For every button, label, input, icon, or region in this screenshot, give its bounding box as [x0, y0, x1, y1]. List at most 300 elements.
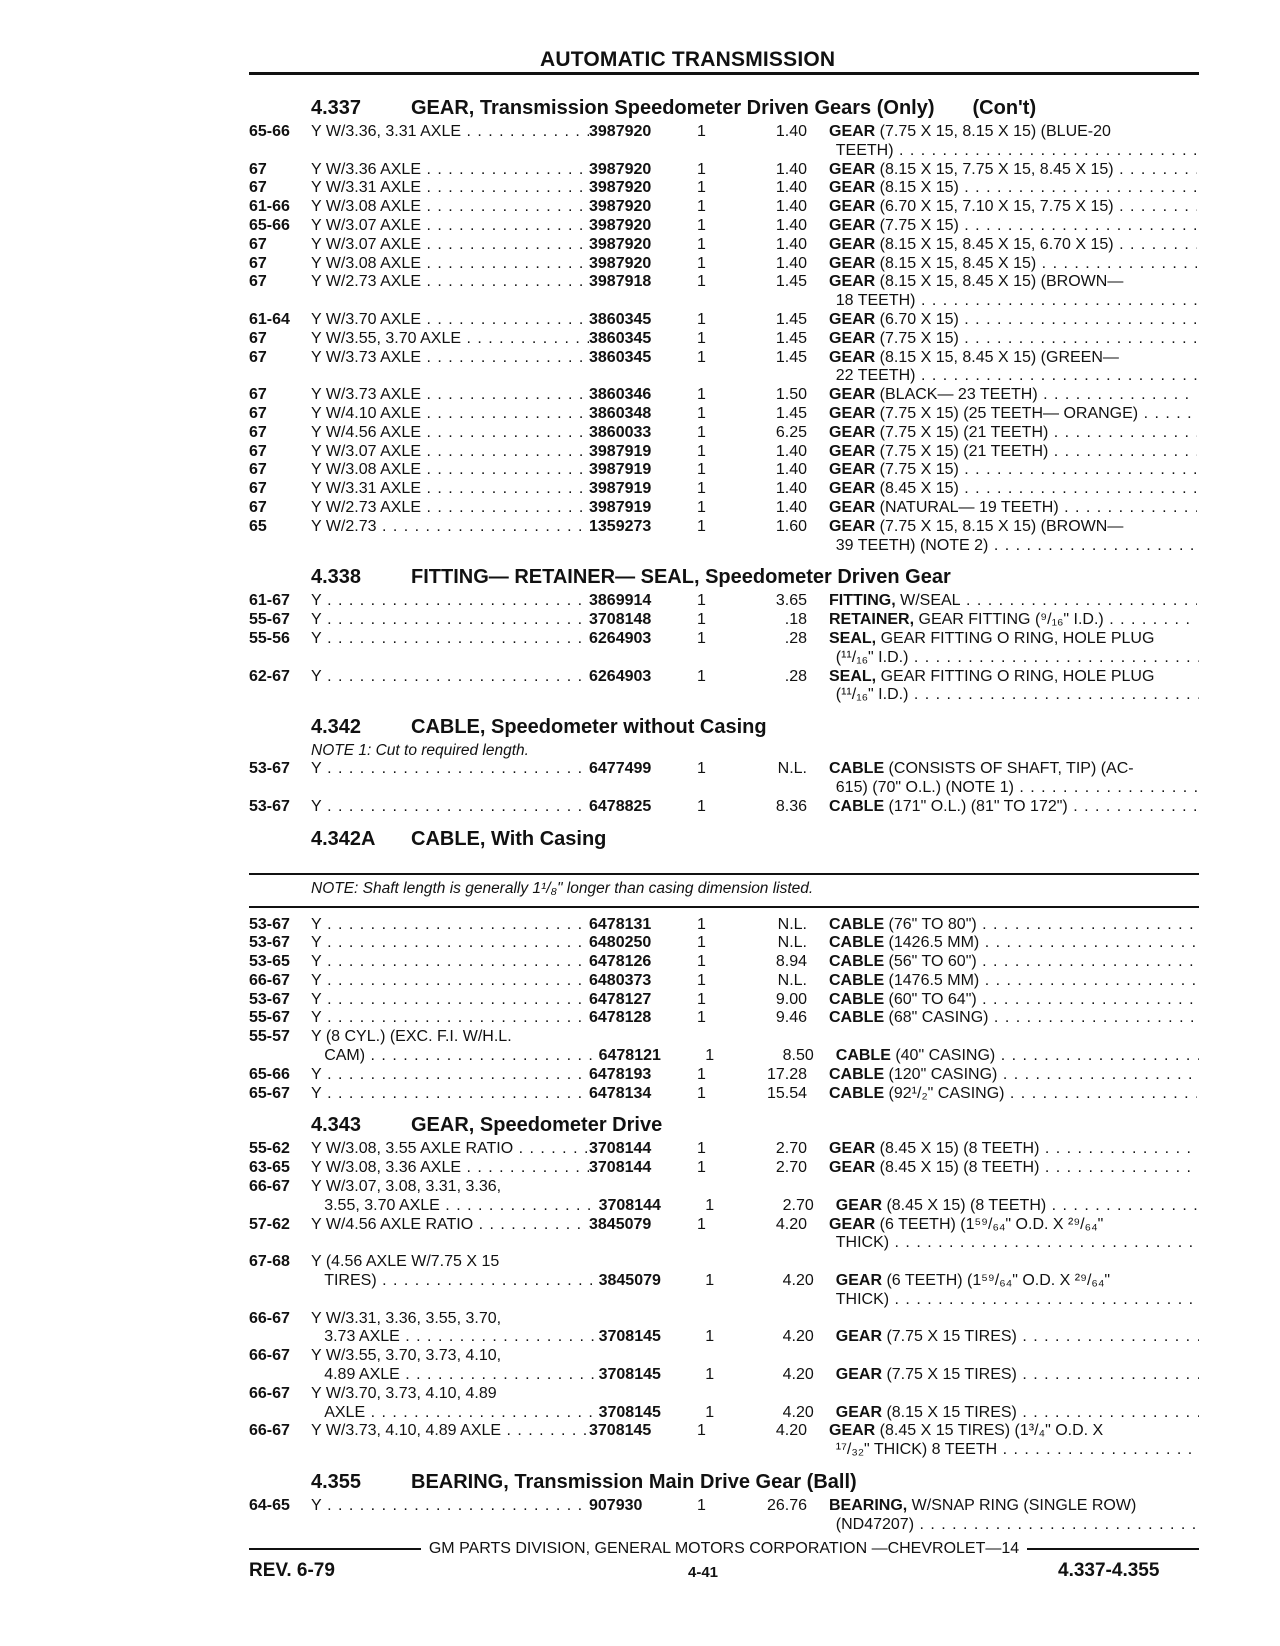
year-spacer — [249, 1366, 310, 1385]
description — [829, 255, 1197, 274]
price: 4.20 — [782, 1272, 814, 1290]
quantity: 1 — [697, 235, 706, 253]
footer-rule-left — [249, 1548, 421, 1550]
description-keyword: GEAR — [829, 1159, 876, 1177]
description — [829, 330, 1197, 349]
spacer — [731, 1441, 800, 1460]
description-continued: TEETH) . . . — [822, 142, 1199, 161]
description-text: (8.45 X 15) (8 TEETH) — [875, 1159, 1040, 1177]
quantity: 1 — [705, 1366, 715, 1384]
year-range: 53-67 — [249, 990, 290, 1008]
description-keyword: GEAR — [829, 517, 876, 535]
application: Y W/4.56 AXLE RATIO . . . — [311, 1216, 589, 1235]
description-text: (6.70 X 15, 7.10 X 15, 7.75 X 15) — [875, 198, 1114, 216]
application: Y . . . — [311, 611, 589, 630]
description-keyword: GEAR — [829, 442, 876, 460]
price: .28 — [784, 667, 807, 685]
description-keyword: GEAR — [829, 348, 876, 366]
price: 1.45 — [775, 348, 807, 366]
application: Y . . . — [311, 934, 589, 953]
application-continued: 4.89 AXLE . . . — [310, 1366, 598, 1385]
part-number: 3845079 — [589, 1215, 652, 1233]
description-text: GEAR FITTING O RING, HOLE PLUG — [876, 667, 1155, 685]
price: 1.45 — [775, 273, 807, 291]
description — [836, 1047, 1199, 1066]
section-note: NOTE: Shaft length is generally 1¹/₈" longer than casing dimension listed. — [311, 879, 814, 897]
quantity: 1 — [697, 179, 706, 197]
table-row-prefix — [249, 1028, 1199, 1047]
spacer — [731, 779, 800, 798]
section-title: GEAR, Transmission Speedometer Driven Gears (Only) — [411, 97, 935, 119]
spacer — [310, 779, 584, 798]
description-keyword: GEAR — [829, 273, 876, 291]
description-text: (8.15 X 15, 8.45 X 15) (BROWN— — [875, 273, 1124, 291]
quantity: 1 — [697, 1140, 706, 1158]
description — [829, 1140, 1197, 1159]
year-range: 55-67 — [249, 1009, 290, 1027]
application-continued: AXLE . . . — [310, 1404, 598, 1423]
description-keyword: CABLE — [835, 1047, 891, 1065]
application: Y (4.56 AXLE W/7.75 X 15 — [311, 1253, 500, 1271]
price: 2.70 — [782, 1196, 814, 1214]
price: 1.40 — [775, 254, 807, 272]
table-row-continuation — [249, 1234, 1199, 1253]
application: Y W/3.31 AXLE . . . — [311, 480, 589, 499]
section-gap — [249, 1535, 1199, 1539]
description — [829, 461, 1197, 480]
quantity: 1 — [697, 216, 706, 234]
application-continued: TIRES) . . . — [310, 1272, 598, 1291]
table-row — [249, 349, 1199, 368]
price: 2.70 — [775, 1159, 807, 1177]
description-text: (6.70 X 15) — [875, 310, 959, 328]
price: 1.40 — [775, 461, 807, 479]
table-row — [249, 255, 1199, 274]
quantity: 1 — [697, 480, 706, 498]
section-title: FITTING— RETAINER— SEAL, Speedometer Driven Gear — [411, 566, 951, 589]
application: Y W/4.56 AXLE . . . — [311, 424, 589, 443]
table-row-prefix — [249, 1253, 1199, 1272]
table-row — [249, 311, 1199, 330]
spacer — [585, 686, 692, 705]
description-text: (7.75 X 15, 8.15 X 15) (BROWN— — [875, 517, 1124, 535]
part-number: 3708145 — [589, 1422, 652, 1440]
section-heading — [311, 1114, 1199, 1137]
spacer — [585, 1516, 692, 1535]
description-continued: THICK) . . . — [822, 1234, 1199, 1253]
quantity: 1 — [697, 1497, 706, 1515]
part-number: 6264903 — [589, 629, 652, 647]
section-gap — [249, 1103, 1199, 1107]
description — [829, 161, 1197, 180]
quantity: 1 — [697, 953, 706, 971]
section-heading — [311, 97, 1199, 120]
description — [829, 518, 1197, 537]
description-text: (7.75 X 15) (21 TEETH) — [875, 442, 1049, 460]
application: Y W/3.07 AXLE . . . — [311, 236, 589, 255]
description — [829, 405, 1197, 424]
table-row-continuation — [249, 686, 1199, 705]
quantity: 1 — [697, 386, 706, 404]
quantity: 1 — [697, 915, 706, 933]
description — [829, 386, 1197, 405]
table-row — [249, 972, 1199, 991]
price: 4.20 — [782, 1403, 814, 1421]
spacer — [310, 1516, 584, 1535]
application-continued: 3.73 AXLE . . . — [310, 1328, 598, 1347]
description-keyword: CABLE — [829, 915, 885, 933]
part-number: 3708145 — [598, 1328, 661, 1346]
application-continued: 3.55, 3.70 AXLE . . . — [310, 1197, 598, 1216]
application: Y . . . — [311, 916, 589, 935]
spacer — [310, 367, 584, 386]
description-text: (7.75 X 15) (25 TEETH— ORANGE) — [875, 404, 1139, 422]
description-continued: 18 TEETH) . . . — [822, 292, 1199, 311]
part-number: 3860345 — [589, 348, 652, 366]
description-keyword: GEAR — [829, 329, 876, 347]
table-row — [249, 1066, 1199, 1085]
section-note-block — [249, 742, 1199, 760]
quantity: 1 — [697, 1215, 706, 1233]
part-number: 6264903 — [589, 667, 652, 685]
part-number: 3987919 — [589, 498, 652, 516]
price: 1.40 — [775, 442, 807, 460]
spacer — [585, 779, 692, 798]
part-number: 3708145 — [598, 1366, 661, 1384]
description-text: (120" CASING) — [884, 1065, 998, 1083]
spacer — [691, 649, 730, 668]
table-row-prefix — [249, 1347, 1199, 1366]
description — [829, 798, 1197, 817]
description-keyword: GEAR — [835, 1328, 882, 1346]
description-keyword: GEAR — [829, 254, 876, 272]
section-title: BEARING, Transmission Main Drive Gear (Ball) — [411, 1471, 857, 1494]
application: Y W/3.07 AXLE . . . — [311, 217, 589, 236]
spacer — [585, 142, 692, 161]
application: Y W/2.73 AXLE . . . — [311, 499, 589, 518]
table-row — [249, 1497, 1199, 1516]
spacer — [310, 1291, 584, 1310]
application: Y W/3.08 AXLE . . . — [311, 198, 589, 217]
price: 1.40 — [775, 198, 807, 216]
table-row — [249, 668, 1199, 687]
application: Y W/2.73 . . . — [311, 518, 589, 537]
table-row — [249, 480, 1199, 499]
spacer — [691, 1516, 730, 1535]
spacer — [249, 537, 310, 556]
spacer — [691, 142, 730, 161]
part-number: 3987919 — [589, 461, 652, 479]
part-number: 3869914 — [589, 592, 652, 610]
year-range: 67 — [249, 423, 267, 441]
description-text: (7.75 X 15, 8.15 X 15) (BLUE-20 — [875, 123, 1111, 140]
description-keyword: GEAR — [829, 216, 876, 234]
description-keyword: CABLE — [829, 953, 885, 971]
description-keyword: GEAR — [835, 1196, 882, 1214]
price: 9.00 — [775, 990, 807, 1008]
quantity: 1 — [697, 310, 706, 328]
application: Y W/3.31 AXLE . . . — [311, 179, 589, 198]
spacer — [310, 1441, 584, 1460]
description-text: (8.15 X 15 TIRES) — [882, 1403, 1017, 1421]
spacer — [310, 686, 584, 705]
spacer — [310, 537, 584, 556]
description-text: (8.45 X 15 TIRES) (1³/₄" O.D. X — [875, 1422, 1104, 1440]
application: Y W/3.08, 3.55 AXLE RATIO . . . — [311, 1140, 589, 1159]
application: Y W/3.70 AXLE . . . — [311, 311, 589, 330]
description — [829, 217, 1197, 236]
description-text: (60" TO 64") — [884, 990, 977, 1008]
section-number: 4.338 — [311, 566, 362, 589]
quantity: 1 — [697, 1084, 706, 1102]
quantity: 1 — [697, 1065, 706, 1083]
part-number: 6478121 — [598, 1047, 661, 1065]
price: 3.65 — [775, 592, 807, 610]
table-row-continuation — [249, 367, 1199, 386]
quantity: 1 — [697, 517, 706, 535]
description — [829, 443, 1197, 462]
year-range: 55-62 — [249, 1140, 290, 1158]
description-text: (6 TEETH) (1⁵⁹/₆₄" O.D. X ²⁹/₆₄" — [882, 1272, 1111, 1290]
table-row — [249, 934, 1199, 953]
price: 17.28 — [766, 1065, 807, 1083]
year-range: 66-67 — [249, 1347, 290, 1365]
description — [829, 630, 1197, 649]
description — [829, 972, 1197, 991]
section-gap — [249, 817, 1199, 821]
footer-publisher: GM PARTS DIVISION, GENERAL MOTORS CORPORATION —CHEVROLET—14 — [428, 1540, 1020, 1557]
quantity: 1 — [697, 198, 706, 216]
year-range: 66-67 — [249, 1178, 290, 1196]
application: Y . . . — [311, 668, 589, 687]
spacer — [585, 1291, 692, 1310]
price: 1.40 — [775, 498, 807, 516]
spacer — [585, 1234, 692, 1253]
spacer — [249, 367, 310, 386]
table-row-prefix — [249, 1385, 1199, 1404]
price: N.L. — [777, 934, 807, 952]
footer-rule-right — [1027, 1548, 1199, 1550]
quantity: 1 — [697, 273, 706, 291]
price: 1.45 — [775, 310, 807, 328]
table-row — [249, 273, 1199, 292]
description-continued: ¹⁷/₃₂" THICK) 8 TEETH . . . — [822, 1441, 1199, 1460]
description-text: (8.15 X 15, 8.45 X 15) — [875, 254, 1037, 272]
year-range: 67 — [249, 160, 267, 178]
table-row — [249, 161, 1199, 180]
description-text: (6 TEETH) (1⁵⁹/₆₄" O.D. X ²⁹/₆₄" — [875, 1215, 1104, 1233]
description-keyword: RETAINER, — [829, 611, 915, 629]
part-number: 3987920 — [589, 123, 652, 140]
description-continued: 22 TEETH) . . . — [822, 367, 1199, 386]
part-number: 6478193 — [589, 1065, 652, 1083]
description-text: (BLACK— 23 TEETH) — [875, 386, 1038, 404]
spacer — [249, 686, 310, 705]
application: Y W/3.73 AXLE . . . — [311, 386, 589, 405]
part-number: 3987918 — [589, 273, 652, 291]
table-row-continuation — [249, 649, 1199, 668]
application: Y . . . — [311, 972, 589, 991]
description-keyword: CABLE — [829, 797, 885, 815]
description — [829, 123, 1197, 142]
price: 1.40 — [775, 480, 807, 498]
parts-list — [249, 90, 1199, 1539]
quantity: 1 — [705, 1272, 715, 1290]
description — [829, 1497, 1197, 1516]
price: 4.20 — [775, 1215, 807, 1233]
year-range: 66-67 — [249, 971, 290, 989]
description — [829, 1422, 1197, 1441]
spacer — [691, 1234, 730, 1253]
table-row — [249, 1140, 1199, 1159]
application: Y W/3.73, 4.10, 4.89 AXLE . . . — [311, 1422, 589, 1441]
section-heading — [311, 716, 1199, 739]
description-text: (8.15 X 15) — [875, 179, 959, 197]
application: Y . . . — [311, 953, 589, 972]
description-keyword: GEAR — [835, 1272, 882, 1290]
year-range: 53-67 — [249, 797, 290, 815]
part-number: 3860345 — [589, 329, 652, 347]
description-keyword: SEAL, — [829, 629, 877, 647]
description-text: (8.15 X 15, 8.45 X 15) (GREEN— — [875, 348, 1119, 366]
footer-publisher-line — [249, 1540, 1199, 1558]
quantity: 1 — [697, 990, 706, 1008]
year-range: 67 — [249, 235, 267, 253]
year-range: 67 — [249, 273, 267, 291]
spacer — [249, 1441, 310, 1460]
part-number: 3708144 — [589, 1159, 652, 1177]
year-range: 67 — [249, 461, 267, 479]
price: 1.40 — [775, 123, 807, 140]
price: .28 — [784, 629, 807, 647]
table-row-continuation — [249, 779, 1199, 798]
application: Y W/3.55, 3.70 AXLE . . . — [311, 330, 589, 349]
year-range: 53-67 — [249, 760, 290, 778]
part-number: 3845079 — [598, 1272, 661, 1290]
table-row — [249, 386, 1199, 405]
table-row — [249, 1272, 1199, 1291]
description — [829, 198, 1197, 217]
table-row — [249, 123, 1199, 142]
table-row-continuation — [249, 537, 1199, 556]
table-row — [249, 330, 1199, 349]
part-number: 3708144 — [598, 1196, 661, 1214]
section-number: 4.343 — [311, 1114, 362, 1137]
spacer — [310, 292, 584, 311]
description-keyword: BEARING, — [829, 1497, 908, 1515]
year-spacer — [249, 1404, 310, 1423]
spacer — [249, 1234, 310, 1253]
description-keyword: GEAR — [829, 1422, 876, 1440]
table-row — [249, 1366, 1199, 1385]
price: 1.50 — [775, 386, 807, 404]
part-number: 3708148 — [589, 611, 652, 629]
price: 4.20 — [782, 1366, 814, 1384]
year-range: 65-66 — [249, 216, 290, 234]
application: Y W/3.73 AXLE . . . — [311, 349, 589, 368]
year-range: 65-66 — [249, 1065, 290, 1083]
application: Y . . . — [311, 991, 589, 1010]
spacer — [691, 779, 730, 798]
application: Y . . . — [311, 1497, 589, 1516]
description — [829, 991, 1197, 1010]
price: N.L. — [777, 915, 807, 933]
application: Y W/3.55, 3.70, 3.73, 4.10, — [311, 1347, 502, 1365]
spacer — [691, 1291, 730, 1310]
table-row — [249, 1159, 1199, 1178]
price: 8.36 — [775, 797, 807, 815]
part-number: 3987920 — [589, 254, 652, 272]
application: Y . . . — [311, 760, 589, 779]
year-spacer — [249, 1272, 310, 1291]
part-number: 6478126 — [589, 953, 652, 971]
table-row-prefix — [249, 1310, 1199, 1329]
quantity: 1 — [697, 1422, 706, 1440]
part-number: 3860345 — [589, 310, 652, 328]
spacer — [249, 142, 310, 161]
quantity: 1 — [697, 348, 706, 366]
description — [829, 668, 1197, 687]
price: 1.40 — [775, 216, 807, 234]
quantity: 1 — [705, 1403, 715, 1421]
quantity: 1 — [697, 797, 706, 815]
description — [829, 953, 1197, 972]
section-heading — [311, 828, 1199, 851]
spacer — [691, 292, 730, 311]
quantity: 1 — [697, 611, 706, 629]
part-number: 6478128 — [589, 1009, 652, 1027]
description-text: (8.15 X 15, 8.45 X 15, 6.70 X 15) — [875, 235, 1114, 253]
year-range: 61-64 — [249, 310, 290, 328]
description-text: (1426.5 MM) — [884, 934, 980, 952]
description — [829, 499, 1197, 518]
quantity: 1 — [697, 329, 706, 347]
part-number: 6478134 — [589, 1084, 652, 1102]
table-row-continuation — [249, 1441, 1199, 1460]
table-row-continuation — [249, 142, 1199, 161]
section-title: CABLE, Speedometer without Casing — [411, 716, 767, 739]
footer-section-range: 4.337-4.355 — [1058, 1560, 1160, 1581]
description-keyword: GEAR — [835, 1403, 882, 1421]
year-range: 66-67 — [249, 1422, 290, 1440]
table-row — [249, 1197, 1199, 1216]
price: 4.20 — [775, 1422, 807, 1440]
spacer — [731, 1234, 800, 1253]
description — [829, 760, 1197, 779]
section-note: NOTE 1: Cut to required length. — [311, 742, 529, 760]
spacer — [585, 367, 692, 386]
part-number: 6478131 — [589, 915, 652, 933]
description-keyword: GEAR — [829, 310, 876, 328]
description-keyword: GEAR — [829, 235, 876, 253]
spacer — [585, 537, 692, 556]
year-range: 63-65 — [249, 1159, 290, 1177]
description — [836, 1328, 1199, 1347]
spacer — [731, 367, 800, 386]
part-number: 1359273 — [589, 517, 652, 535]
description-keyword: GEAR — [829, 404, 876, 422]
price: 1.40 — [775, 179, 807, 197]
description-text: (76" TO 80") — [884, 915, 977, 933]
description-keyword: CABLE — [829, 971, 885, 989]
description-keyword: GEAR — [829, 480, 876, 498]
year-range: 67 — [249, 329, 267, 347]
year-range: 53-67 — [249, 934, 290, 952]
table-row — [249, 179, 1199, 198]
application: Y W/3.36, 3.31 AXLE . . . — [311, 123, 589, 142]
application: Y . . . — [311, 798, 589, 817]
table-row-continuation — [249, 1516, 1199, 1535]
